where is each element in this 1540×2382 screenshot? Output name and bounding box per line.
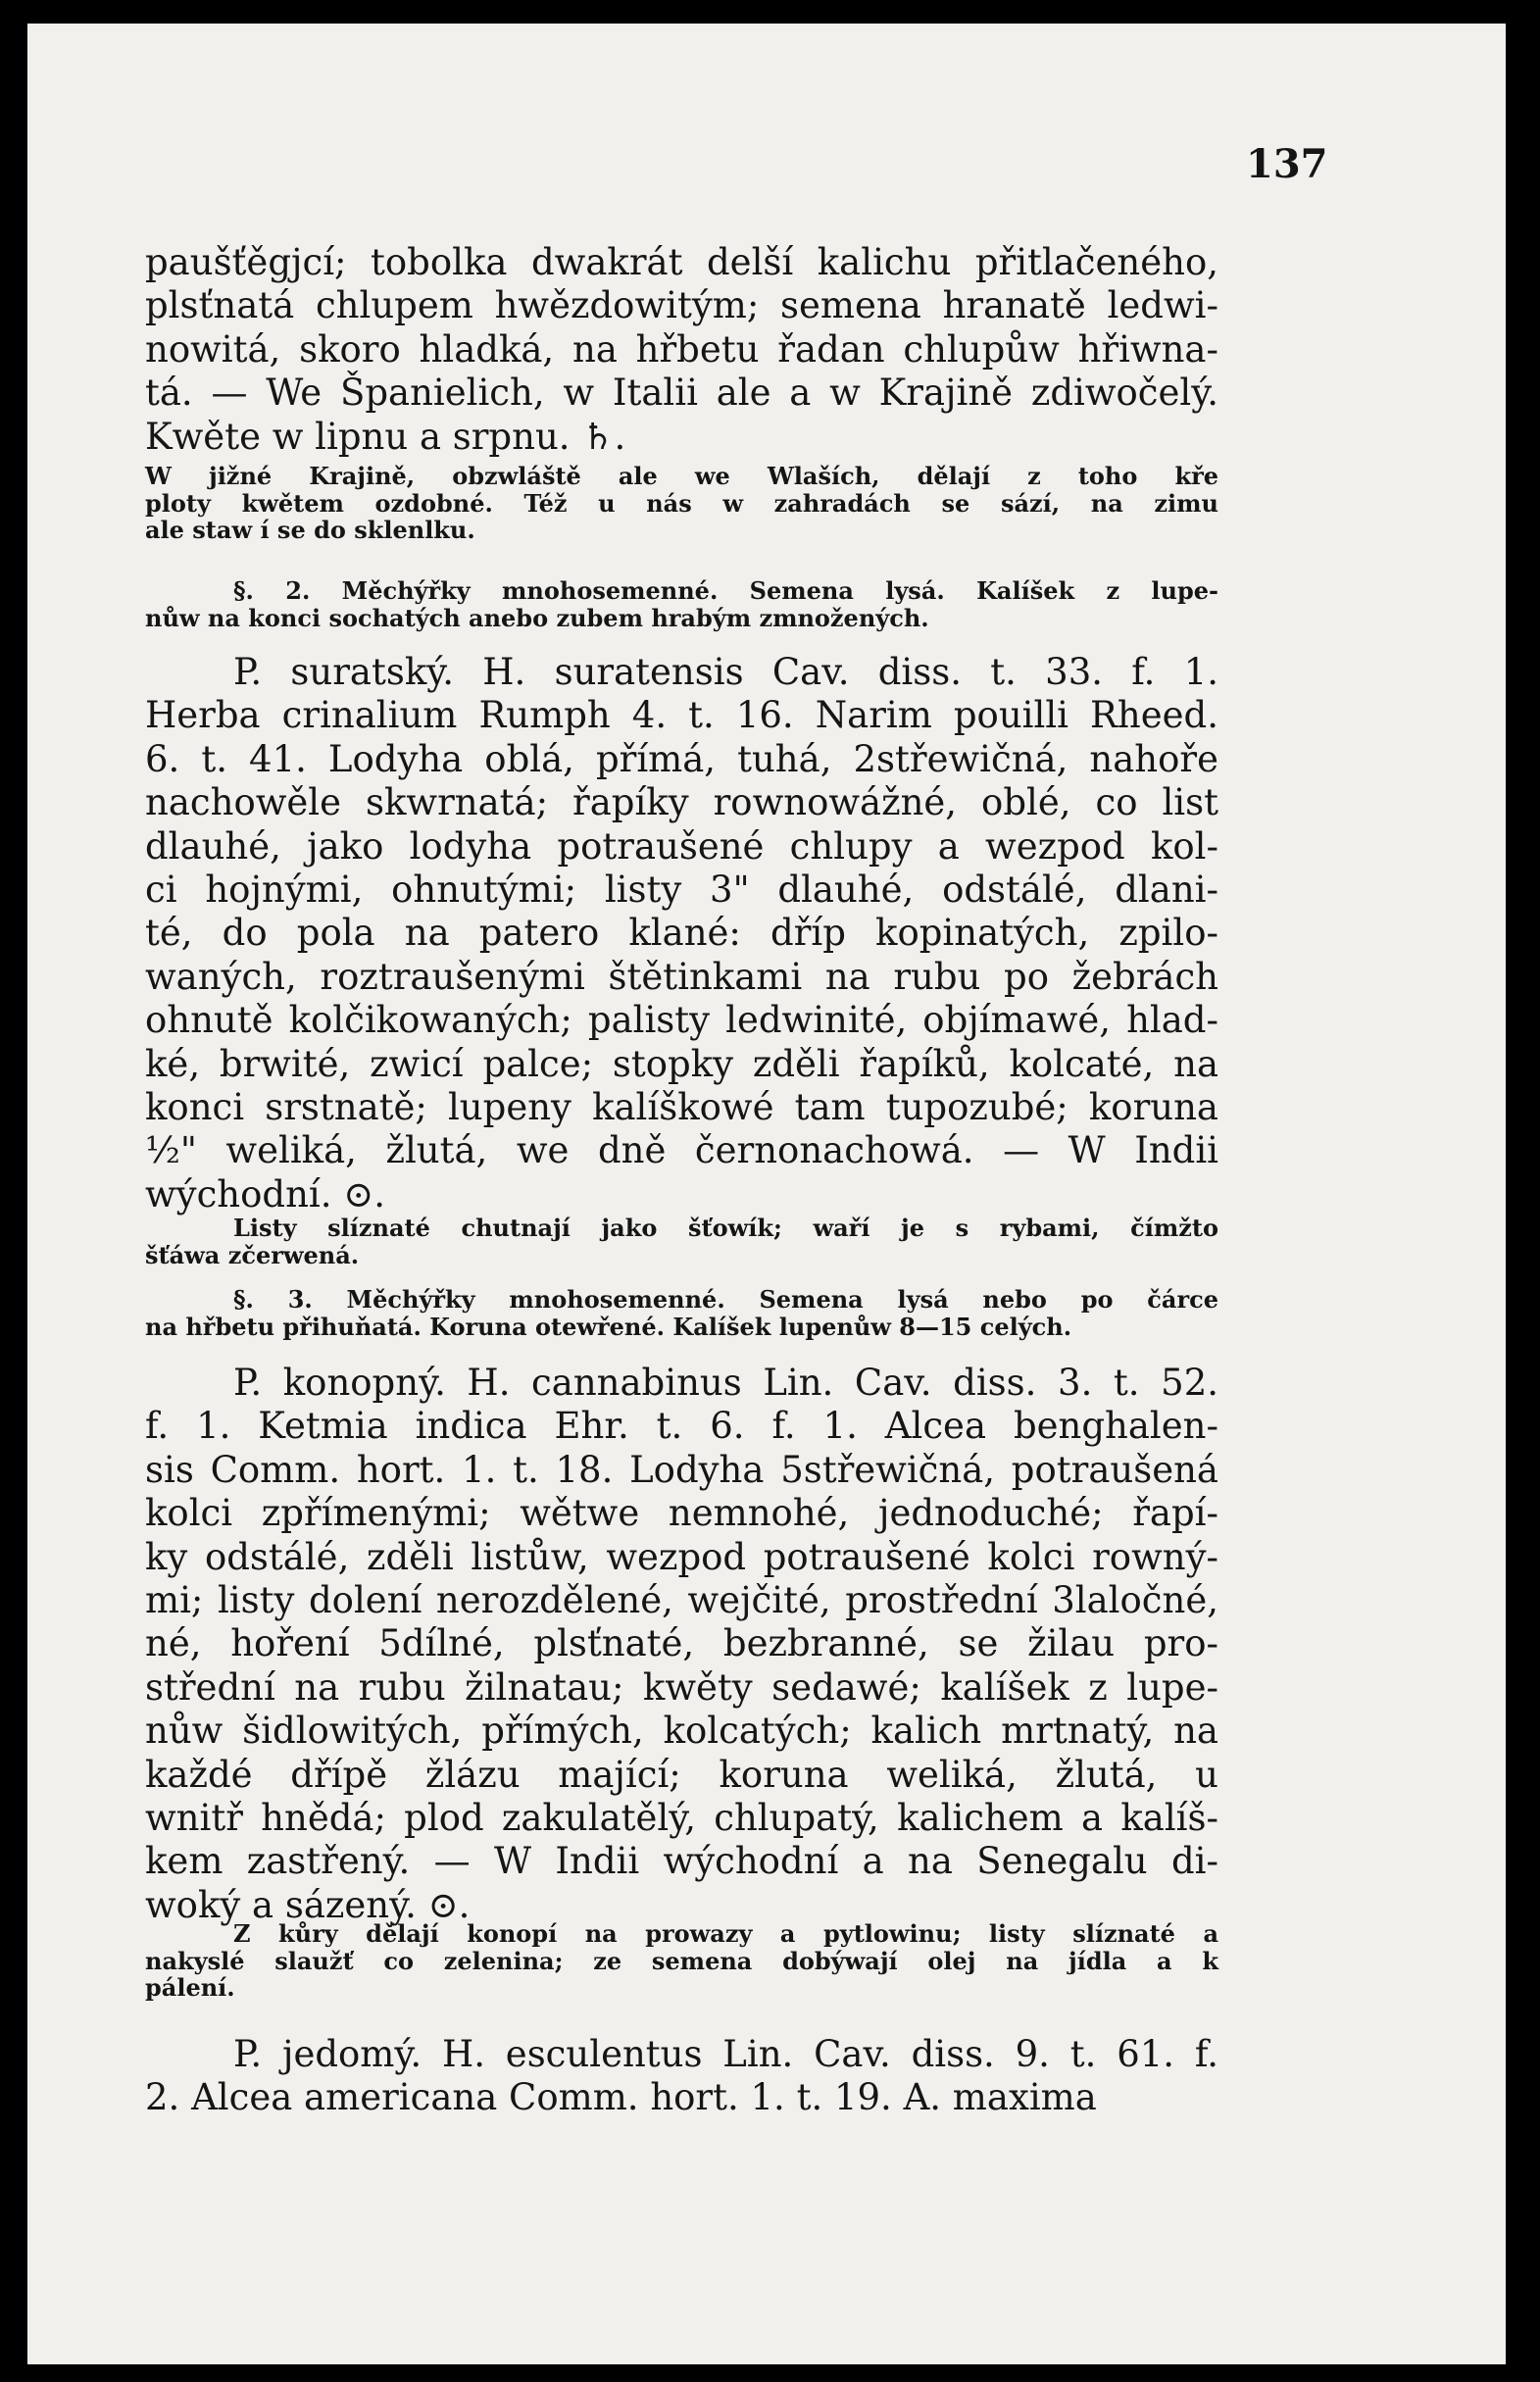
- text-line: dlauhé, jako lodyha potraušené chlupy a wezpod kol-: [145, 824, 1218, 868]
- footnote-paragraph: [145, 577, 1218, 631]
- text-line: pálení.: [145, 1973, 235, 2002]
- footnote-paragraph: [145, 1215, 1218, 1268]
- text-line: waných, roztraušenými štětinkami na rubu po žebrách: [145, 955, 1218, 998]
- text-line: §. 3. Měchýřky mnohosemenné. Semena lysá nebo po čárce: [233, 1285, 1218, 1314]
- text-line: Z kůry dělají konopí na prowazy a pytlowinu; listy slíznaté a: [233, 1919, 1218, 1948]
- text-line: ohnutě kolčikowaných; palisty ledwinité, objímawé, hlad-: [145, 999, 1218, 1042]
- text-line: 6. t. 41. Lodyha oblá, přímá, tuhá, 2střewičná, nahoře: [145, 737, 1218, 780]
- page-number: 137: [1246, 141, 1328, 187]
- text-line: mi; listy dolení nerozdělené, wejčité, prostřední 3laločné,: [145, 1579, 1218, 1622]
- text-line: ci hojnými, ohnutými; listy 3" dlauhé, odstálé, dlani-: [145, 868, 1218, 912]
- book-page: [27, 24, 1506, 2364]
- text-line: wýchodní. ⊙.: [145, 1172, 386, 1216]
- text-line: kem zastřený. — W Indii wýchodní a na Senegalu di-: [145, 1840, 1218, 1883]
- footnote-paragraph: [145, 1920, 1218, 2002]
- text-line: sis Comm. hort. 1. t. 18. Lodyha 5střewičná, potraušená: [145, 1448, 1218, 1491]
- text-line: woký a sázený. ⊙.: [145, 1883, 471, 1926]
- text-line: né, hoření 5dílné, plsťnaté, bezbranné, se žilau pro-: [145, 1622, 1218, 1665]
- text-line: P. jedomý. H. esculentus Lin. Cav. diss. 9. t. 61. f.: [233, 2033, 1218, 2075]
- text-line: plsťnatá chlupem hwězdowitým; semena hranatě ledwi-: [145, 284, 1218, 327]
- text-line: ale staw í se do sklenlku.: [145, 516, 475, 544]
- text-line: nachowěle skwrnatá; řapíky rownowážné, oblé, co list: [145, 781, 1218, 824]
- text-line: §. 2. Měchýřky mnohosemenné. Semena lysá. Kalíšek z lupe-: [233, 576, 1218, 605]
- main-paragraph: [145, 241, 1218, 459]
- footnote-paragraph: [145, 1286, 1218, 1340]
- text-line: P. suratský. H. suratensis Cav. diss. t. 33. f. 1.: [233, 651, 1218, 693]
- text-line: W jižné Krajině, obzwláště ale we Wlaších, dělají z toho kře: [145, 462, 1218, 490]
- text-line: na hřbetu přihuňatá. Koruna otewřené. Kalíšek lupenůw 8—15 celých.: [145, 1312, 1072, 1341]
- text-line: nowitá, skoro hladká, na hřbetu řadan chlupůw hřiwna-: [145, 327, 1218, 371]
- text-line: kolci zpřímenými; wětwe nemnohé, jednoduché; řapí-: [145, 1492, 1218, 1535]
- text-line: střední na rubu žilnatau; kwěty sedawé; kalíšek z lupe-: [145, 1665, 1218, 1709]
- text-line: f. 1. Ketmia indica Ehr. t. 6. f. 1. Alcea benghalen-: [145, 1405, 1218, 1448]
- text-line: nůw šidlowitých, přímých, kolcatých; kalich mrtnatý, na: [145, 1710, 1218, 1753]
- text-line: paušťěgjcí; tobolka dwakrát delší kalichu přitlačeného,: [145, 241, 1218, 283]
- text-line: té, do pola na patero klané: dříp kopinatých, zpilo-: [145, 912, 1218, 955]
- text-line: ploty kwětem ozdobné. Též u nás w zahradách se sází, na zimu: [145, 488, 1218, 518]
- text-line: Listy slíznaté chutnají jako šťowík; waří je s rybami, čímžto: [233, 1214, 1218, 1242]
- text-line: wnitř hnědá; plod zakulatělý, chlupatý, kalichem a kalíš-: [145, 1797, 1218, 1840]
- text-line: ké, brwité, zwicí palce; stopky zděli řapíků, kolcaté, na: [145, 1042, 1218, 1085]
- text-line: ky odstálé, zděli listůw, wezpod potraušené kolci rowný-: [145, 1535, 1218, 1578]
- footnote-paragraph: [145, 463, 1218, 544]
- text-line: nakyslé slaužť co zelenina; ze semena dobýwají olej na jídla a k: [145, 1946, 1218, 1975]
- text-line: P. konopný. H. cannabinus Lin. Cav. diss. 3. t. 52.: [233, 1362, 1218, 1404]
- text-line: tá. — We Španielich, w Italii ale a w Krajině zdiwočelý.: [145, 372, 1218, 415]
- main-paragraph: [145, 1362, 1218, 1927]
- text-line: ½" weliká, žlutá, we dně černonachowá. — W Indii: [145, 1129, 1218, 1172]
- text-line: Kwěte w lipnu a srpnu. ♄.: [145, 415, 626, 458]
- text-line: každé dřípě žlázu mající; koruna weliká, žlutá, u: [145, 1753, 1218, 1796]
- text-line: šťáwa zčerwená.: [145, 1240, 360, 1269]
- main-paragraph: [145, 2033, 1218, 2120]
- text-line: Herba crinalium Rumph 4. t. 16. Narim pouilli Rheed.: [145, 694, 1218, 737]
- text-line: nůw na konci sochatých anebo zubem hrabým zmnožených.: [145, 603, 929, 632]
- main-paragraph: [145, 651, 1218, 1216]
- text-line: konci srstnatě; lupeny kalíškowé tam tupozubé; koruna: [145, 1086, 1218, 1129]
- text-line: 2. Alcea americana Comm. hort. 1. t. 19. A. maxima: [145, 2076, 1097, 2119]
